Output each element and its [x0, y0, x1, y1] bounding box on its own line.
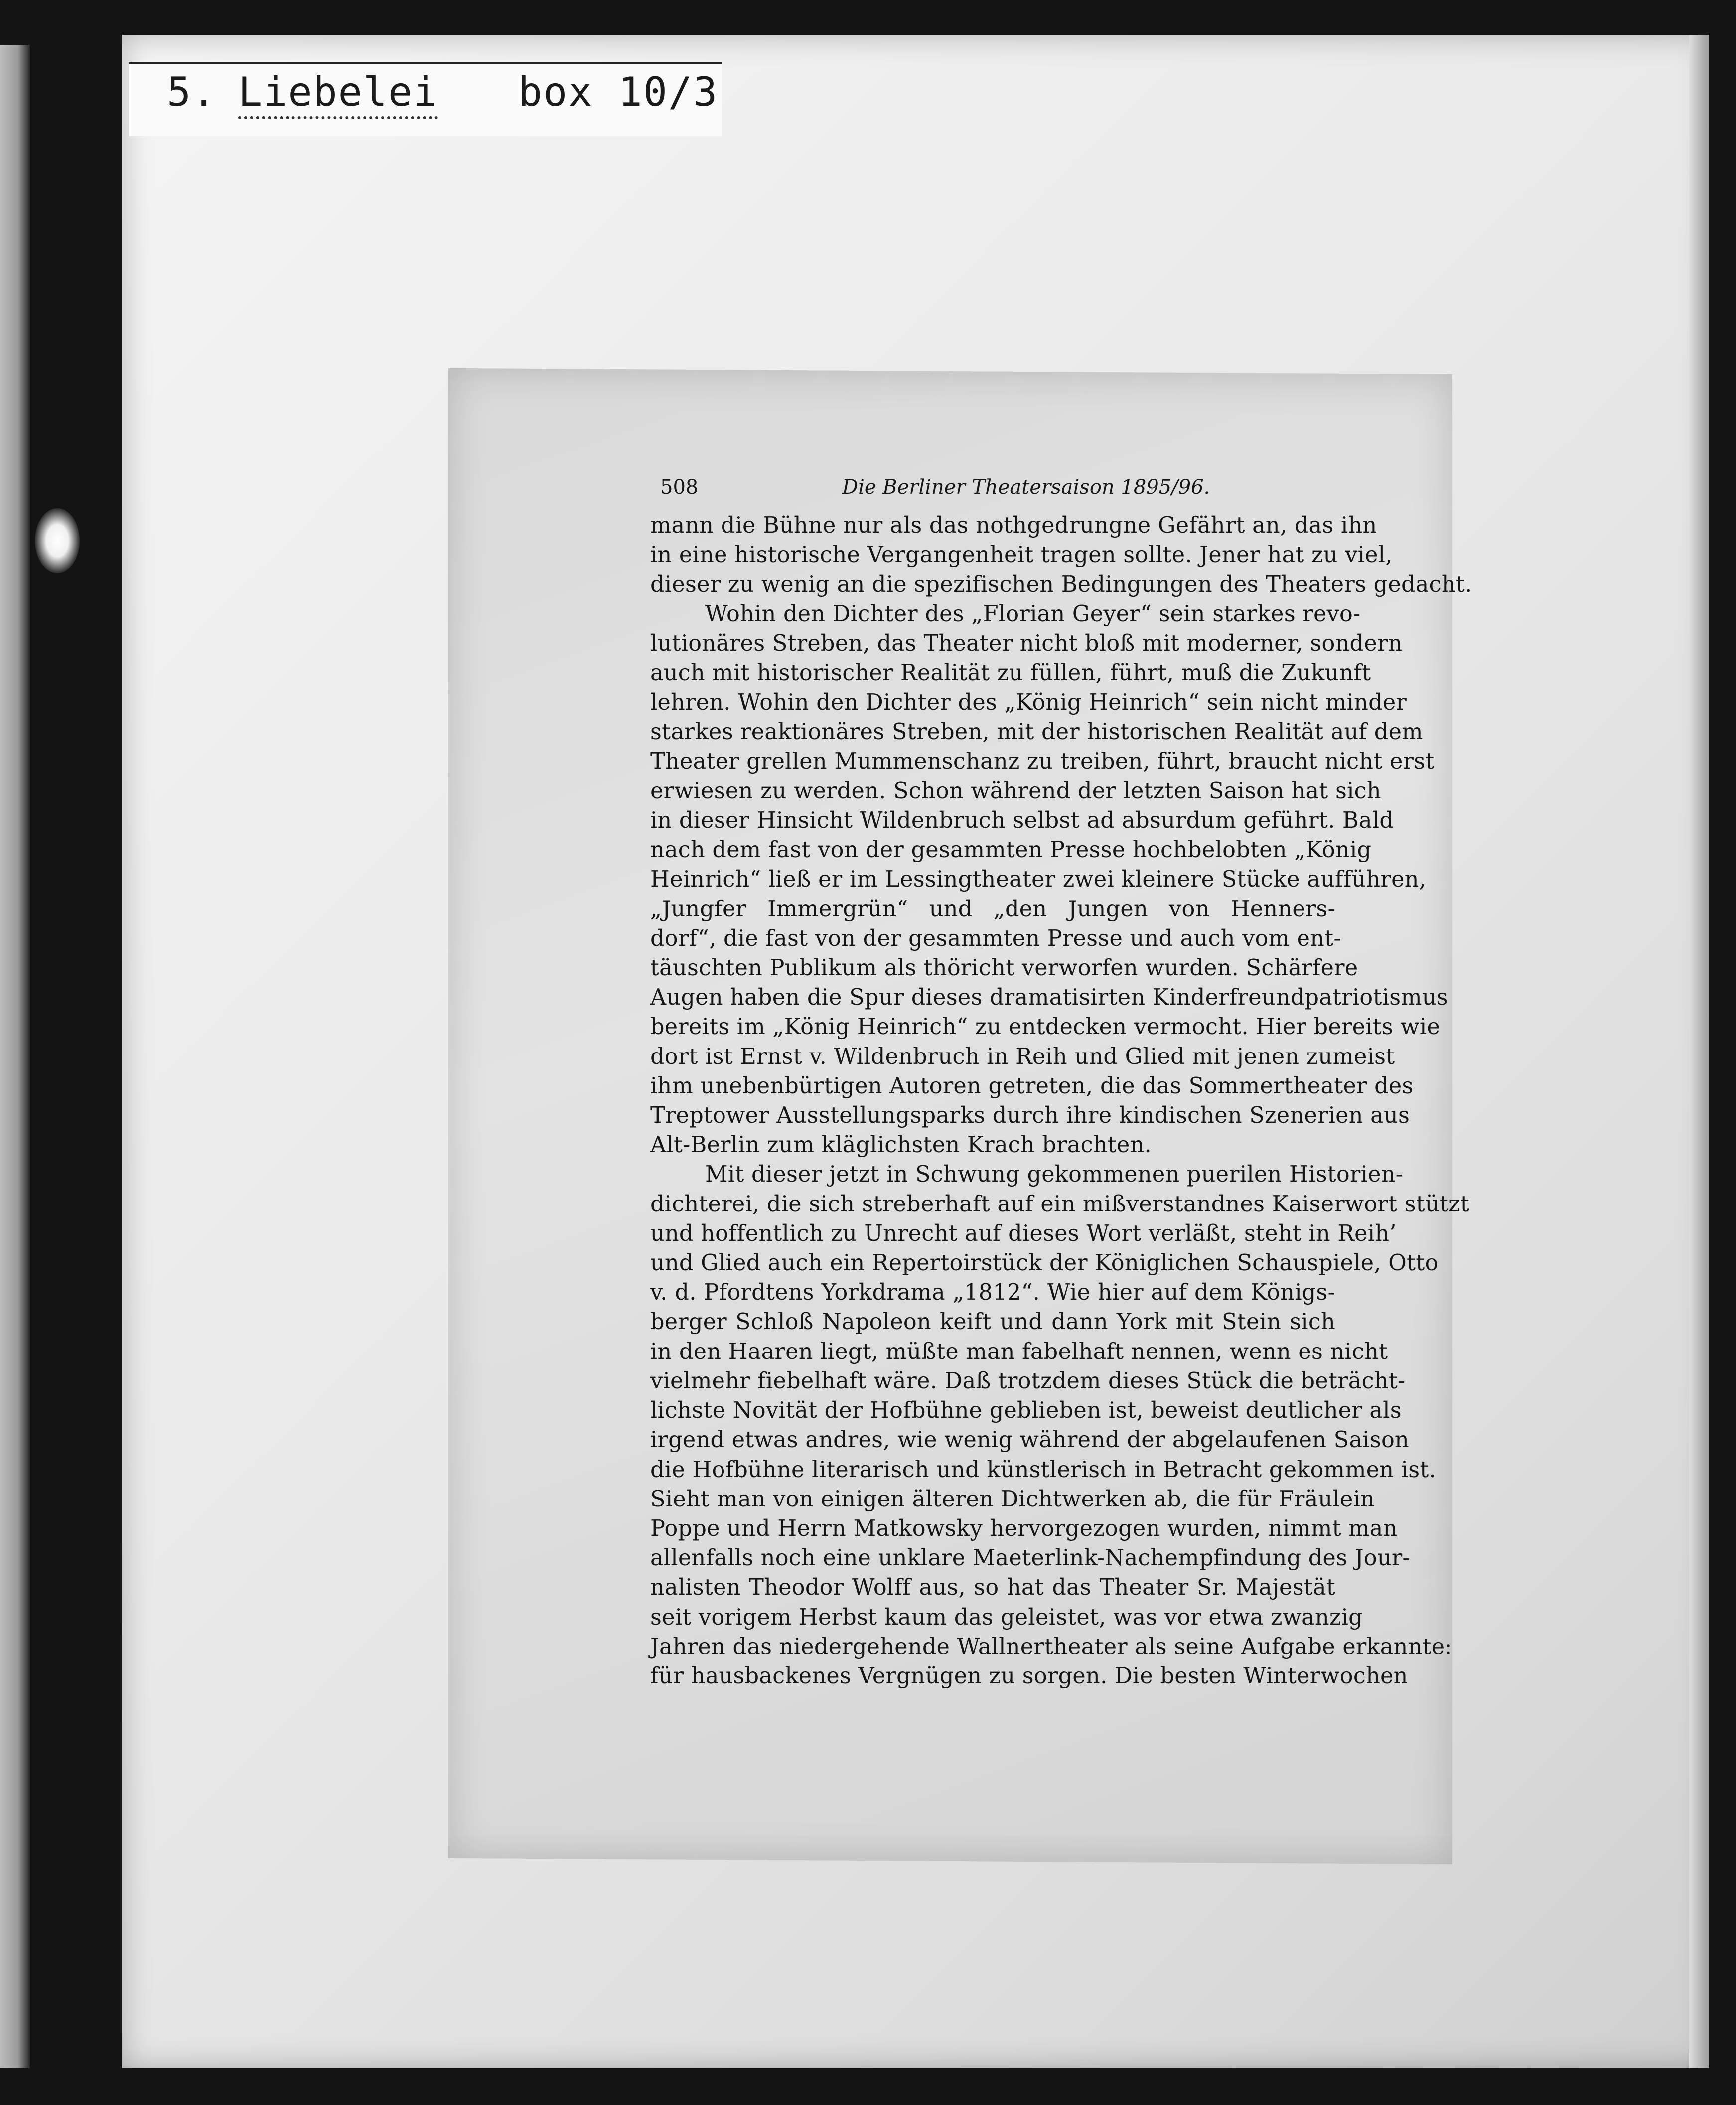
- text-line: irgend etwas andres, wie wenig während der abgelaufenen Saison: [650, 1427, 1410, 1453]
- text-line: allenfalls noch eine unklare Maeterlink-Nachempfindung des Jour-: [650, 1545, 1410, 1571]
- text-line: lichste Novität der Hofbühne geblieben ist, beweist deutlicher als: [650, 1398, 1402, 1424]
- text-line: Poppe und Herrn Matkowsky hervorgezogen wurden, nimmt man: [650, 1515, 1398, 1541]
- text-line: auch mit historischer Realität zu füllen, führt, muß die Zukunft: [650, 660, 1371, 686]
- text-line: Theater grellen Mummenschanz zu treiben, führt, braucht nicht erst: [650, 749, 1435, 774]
- text-line: dort ist Ernst v. Wildenbruch in Reih und Glied mit jenen zumeist: [650, 1044, 1395, 1069]
- text-line: dorf“, die fast von der gesammten Presse und auch vom ent-: [650, 925, 1341, 951]
- text-line: berger Schloß Napoleon keift und dann York mit Stein sich: [650, 1309, 1335, 1335]
- text-line: und hoffentlich zu Unrecht auf dieses Wort verläßt, steht in Reih’: [650, 1220, 1397, 1246]
- text-line: Wohin den Dichter des „Florian Geyer“ sein starkes revo-: [705, 601, 1361, 627]
- text-line: erwiesen zu werden. Schon während der letzten Saison hat sich: [650, 778, 1381, 804]
- text-line: Sieht man von einigen älteren Dichtwerken ab, die für Fräulein: [650, 1486, 1375, 1512]
- text-line: vielmehr fiebelhaft wäre. Daß trotzdem dieses Stück die beträcht-: [650, 1368, 1406, 1394]
- running-title: Die Berliner Theatersaison 1895/96.: [842, 476, 1210, 499]
- text-line: und Glied auch ein Repertoirstück der Königlichen Schauspiele, Otto: [650, 1250, 1439, 1276]
- text-line: „Jungfer Immergrün“ und „den Jungen von Henners-: [650, 896, 1335, 922]
- text-line: seit vorigem Herbst kaum das geleistet, was vor etwa zwanzig: [650, 1604, 1363, 1630]
- page-number: 508: [660, 476, 699, 499]
- text-line: ihm unebenbürtigen Autoren getreten, die das Sommertheater des: [650, 1073, 1414, 1099]
- text-line: bereits im „König Heinrich“ zu entdecken vermocht. Hier bereits wie: [650, 1014, 1441, 1040]
- text-line: dieser zu wenig an die spezifischen Bedingungen des Theaters gedacht.: [650, 572, 1472, 598]
- text-line: Alt-Berlin zum kläglichsten Krach brachten.: [650, 1132, 1152, 1158]
- text-line: lehren. Wohin den Dichter des „König Heinrich“ sein nicht minder: [650, 690, 1407, 716]
- text-line: Jahren das niedergehende Wallnertheater als seine Aufgabe erkannte:: [650, 1634, 1452, 1659]
- text-line: nach dem fast von der gesammten Presse hochbelobten „König: [650, 837, 1372, 863]
- adjacent-page-edge: [0, 45, 30, 2068]
- printed-page: [650, 476, 1472, 1691]
- text-line: mann die Bühne nur als das nothgedrungne Gefährt an, das ihn: [650, 513, 1377, 538]
- label-box-reference: box 10/3: [518, 69, 719, 115]
- light-glare: [35, 508, 80, 573]
- label-number: 5.: [167, 69, 217, 115]
- label-title: Liebelei: [238, 69, 438, 119]
- text-line: die Hofbühne literarisch und künstlerisch in Betracht gekommen ist.: [650, 1457, 1437, 1483]
- text-line: in eine historische Vergangenheit tragen sollte. Jener hat zu viel,: [650, 542, 1393, 568]
- text-line: Augen haben die Spur dieses dramatisirten Kinderfreundpatriotismus: [650, 985, 1448, 1011]
- text-line: Mit dieser jetzt in Schwung gekommenen puerilen Historien-: [705, 1162, 1404, 1188]
- text-line: in dieser Hinsicht Wildenbruch selbst ad absurdum geführt. Bald: [650, 808, 1394, 834]
- text-line: lutionäres Streben, das Theater nicht bloß mit moderner, sondern: [650, 630, 1403, 656]
- text-line: v. d. Pfordtens Yorkdrama „1812“. Wie hier auf dem Königs-: [650, 1280, 1335, 1306]
- running-head: [650, 476, 1335, 511]
- text-line: Heinrich“ ließ er im Lessingtheater zwei kleinere Stücke aufführen,: [650, 867, 1427, 893]
- text-line: für hausbackenes Vergnügen zu sorgen. Die besten Winterwochen: [650, 1663, 1408, 1689]
- text-line: starkes reaktionäres Streben, mit der historischen Realität auf dem: [650, 719, 1423, 745]
- mount-board-edge: [1689, 35, 1709, 2068]
- text-line: dichterei, die sich streberhaft auf ein mißverstandnes Kaiserwort stützt: [650, 1191, 1470, 1217]
- text-line: Treptower Ausstellungsparks durch ihre kindischen Szenerien aus: [650, 1103, 1410, 1129]
- text-line: täuschten Publikum als thöricht verworfen wurden. Schärfere: [650, 955, 1358, 981]
- text-line: in den Haaren liegt, müßte man fabelhaft nennen, wenn es nicht: [650, 1339, 1388, 1364]
- text-line: nalisten Theodor Wolff aus, so hat das Theater Sr. Majestät: [650, 1575, 1335, 1601]
